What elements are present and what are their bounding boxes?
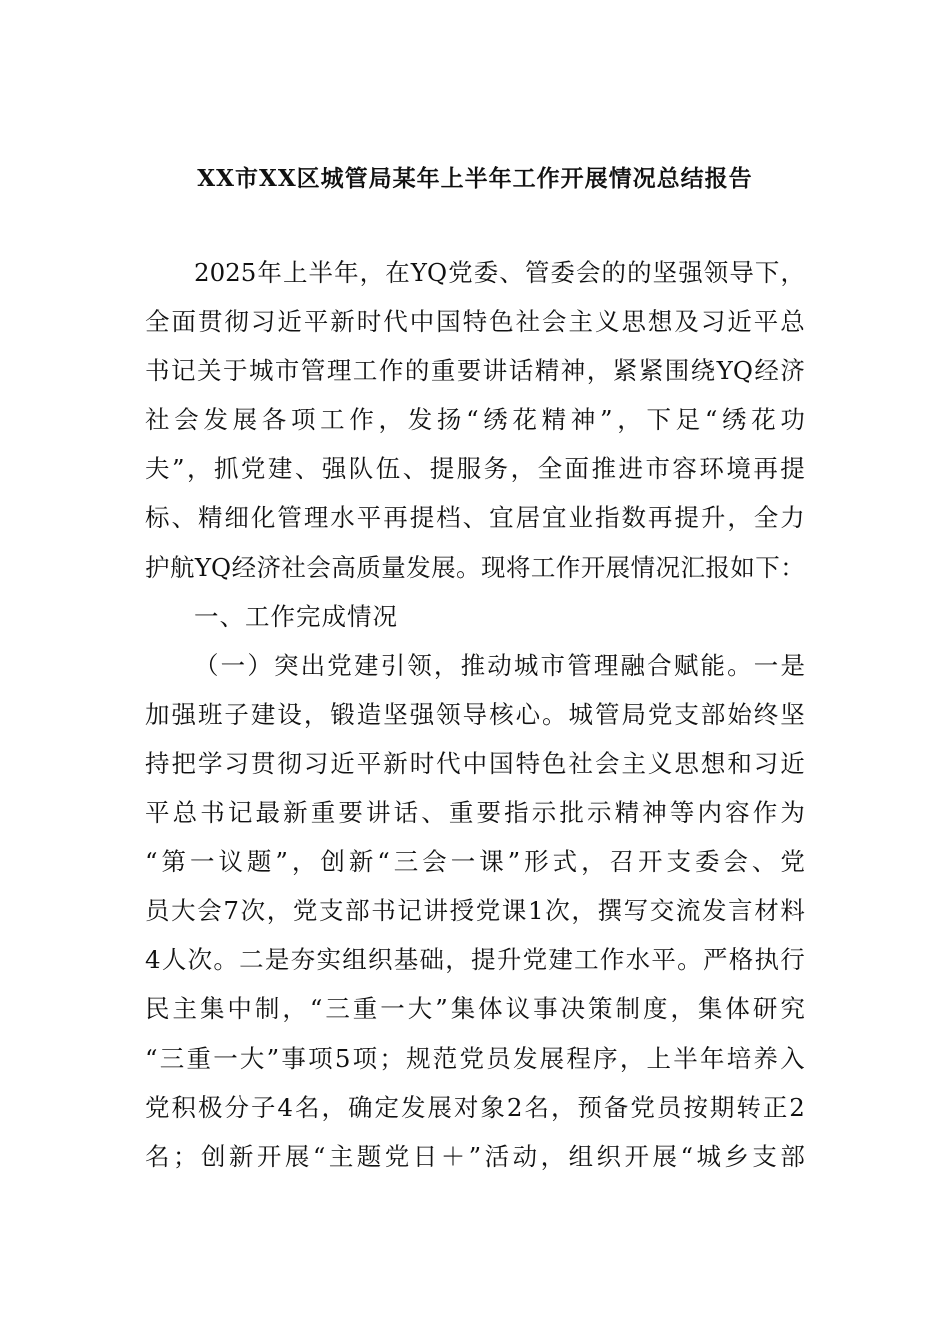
paragraph-line: 标 、 精 细 化 管 理 水 平 再 提 档 、 宜 居 宜 业 指 数 再 提 升 ， 全 力	[145, 503, 805, 533]
paragraph-line: 一、工作完成情况	[194, 601, 398, 631]
paragraph-line: 党 积 极 分 子 4 名 ， 确 定 发 展 对 象 2 名 ， 预 备 党 员 按 期 转 正 2	[145, 1092, 805, 1122]
paragraph-line: 2025 年 上 半 年 ， 在 YQ 党 委 、 管 委 会 的 的 坚 强 领 导 下 ，	[194, 258, 805, 287]
paragraph-line: 夫 ” ， 抓 党 建 、 强 队 伍 、 提 服 务 ， 全 面 推 进 市 容 环 境 再 提	[145, 454, 805, 484]
paragraph-line: 护 航 YQ 经 济 社 会 高 质 量 发 展 。 现 将 工 作 开 展 情 况 汇 报 如 下 ：	[145, 552, 805, 582]
paragraph-line: 民 主 集 中 制 ， “ 三 重 一 大 ” 集 体 议 事 决 策 制 度 ， 集 体 研 究	[145, 994, 805, 1024]
paragraph-line: 4 人 次 。 二 是 夯 实 组 织 基 础 ， 提 升 党 建 工 作 水 平 。 严 格 执 行	[145, 945, 805, 975]
document-body	[145, 248, 805, 1181]
paragraph-line: 加 强 班 子 建 设 ， 锻 造 坚 强 领 导 核 心 。 城 管 局 党 支 部 始 终 坚	[145, 699, 805, 729]
paragraph-line: 全 面 贯 彻 习 近 平 新 时 代 中 国 特 色 社 会 主 义 思 想 及 习 近 平 总	[145, 307, 805, 337]
paragraph-line: 平 总 书 记 最 新 重 要 讲 话 、 重 要 指 示 批 示 精 神 等 内 容 作 为	[145, 798, 805, 828]
paragraph-line: 名 ； 创 新 开 展 “ 主 题 党 日 ＋ ” 活 动 ， 组 织 开 展 “ 城 乡 支 部	[145, 1141, 805, 1171]
paragraph-line: “ 第 一 议 题 ” ， 创 新 “ 三 会 一 课 ” 形 式 ， 召 开 支 委 会 、 党	[145, 847, 805, 877]
paragraph-line: 书 记 关 于 城 市 管 理 工 作 的 重 要 讲 话 精 神 ， 紧 紧 围 绕 YQ 经 济	[145, 356, 805, 386]
document-title: XX市XX区城管局某年上半年工作开展情况总结报告	[197, 165, 753, 192]
paragraph-line: （ 一 ） 突 出 党 建 引 领 ， 推 动 城 市 管 理 融 合 赋 能 。 一 是	[194, 650, 805, 680]
paragraph-line: 员 大 会 7 次 ， 党 支 部 书 记 讲 授 党 课 1 次 ， 撰 写 交 流 发 言 材 料	[145, 896, 805, 926]
paragraph-line: 社 会 发 展 各 项 工 作 ， 发 扬 “ 绣 花 精 神 ” ， 下 足 “ 绣 花 功	[145, 405, 805, 435]
paragraph-line: 持 把 学 习 贯 彻 习 近 平 新 时 代 中 国 特 色 社 会 主 义 思 想 和 习 近	[145, 748, 805, 778]
paragraph-line: “ 三 重 一 大 ” 事 项 5 项 ； 规 范 党 员 发 展 程 序 ， 上 半 年 培 养 入	[145, 1043, 805, 1073]
